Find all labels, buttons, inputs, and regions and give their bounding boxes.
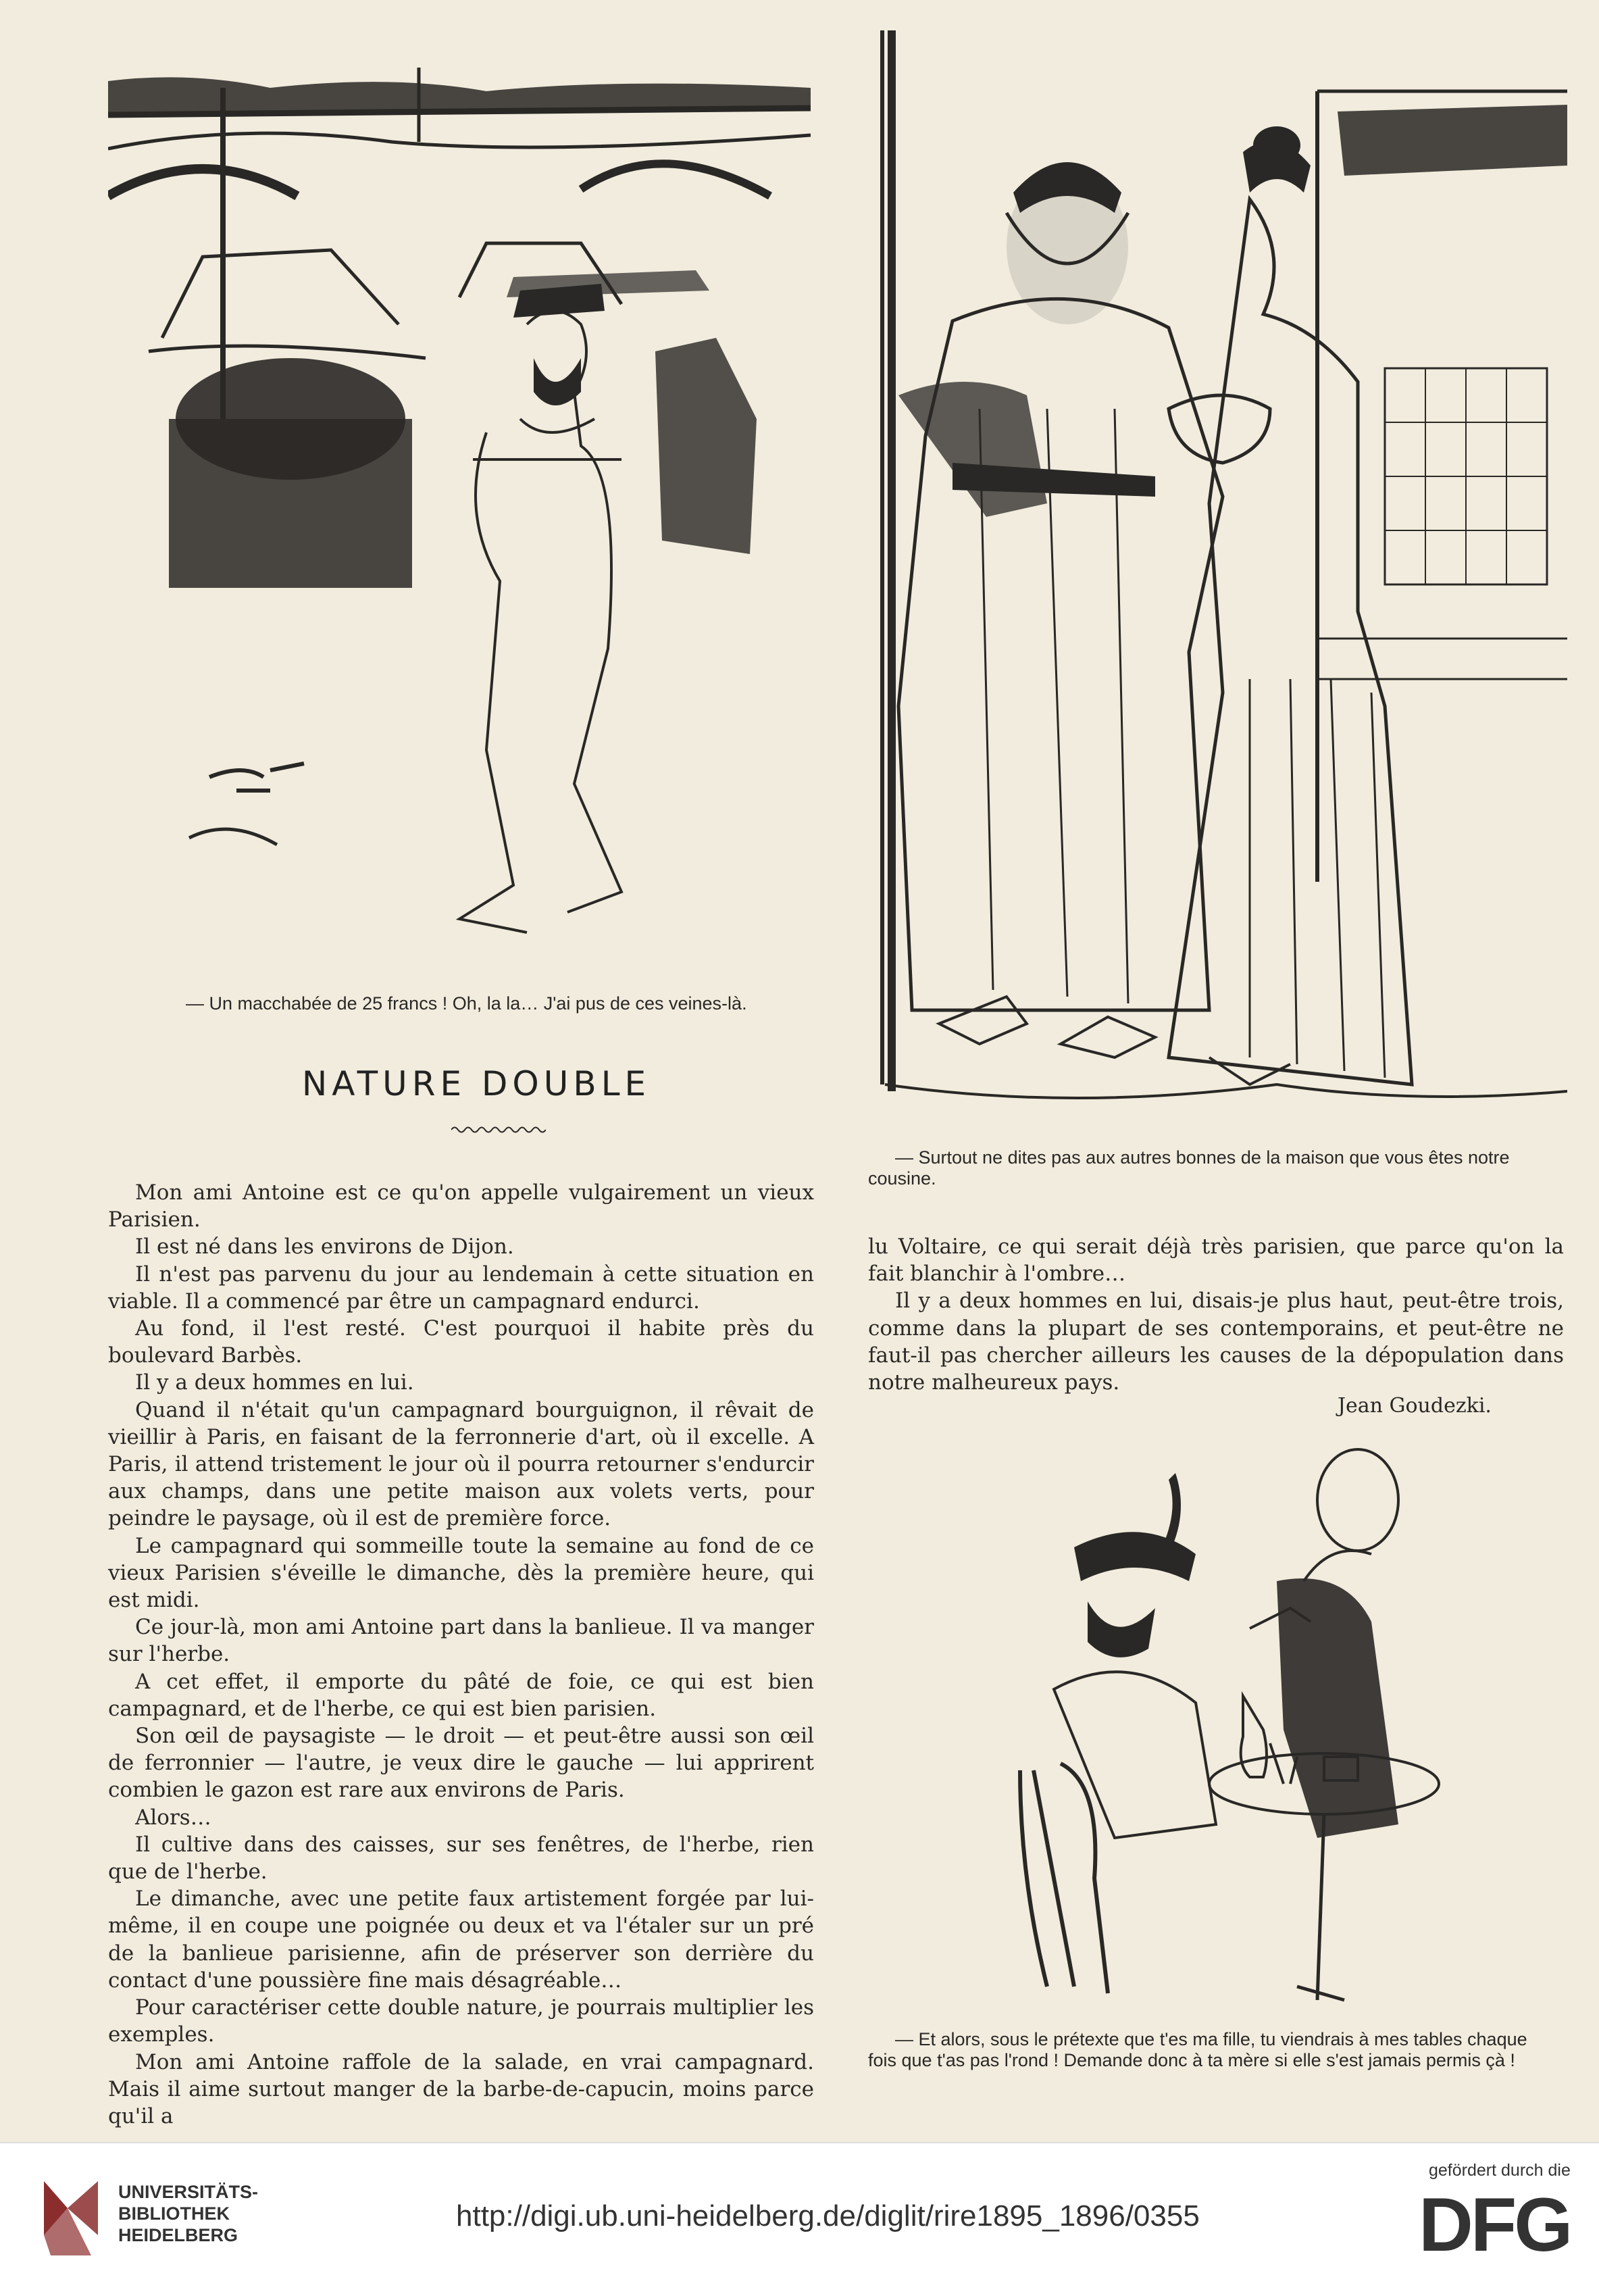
paragraph: Ce jour-là, mon ami Antoine part dans la banlieue. Il va manger sur l'herbe. xyxy=(108,1615,814,1667)
caption-top-left: — Un macchabée de 25 francs ! Oh, la la… J'ai pus de ces veines-là. xyxy=(186,993,747,1014)
paragraph: Mon ami Antoine est ce qu'on appelle vulgairement un vieux Parisien. xyxy=(108,1180,814,1232)
paragraph: Le dimanche, avec une petite faux artistement forgée par lui-même, il en coupe une poignée ou deux et va l'étaler sur un pré de la banlieue parisienne, afin de préserver son derrière du contact d'une poussière fine mais désagréable… xyxy=(108,1887,814,1993)
paragraph: Le campagnard qui sommeille toute la semaine au fond de ce vieux Parisien s'éveille le dimanche, dès la première heure, qui est midi. xyxy=(108,1533,814,1613)
caption-bottom-right: — Et alors, sous le prétexte que t'es ma fille, tu viendrais à mes tables chaque fois que t'as pas l'rond ! Demande donc à ta mère si elle s'est jamais permis çà ! xyxy=(868,2029,1527,2070)
funder-logo: DFG xyxy=(1419,2182,1571,2267)
two-women-drawing-icon xyxy=(871,30,1567,1132)
source-url-link[interactable]: http://digi.ub.uni-heidelberg.de/diglit/rire1895_1896/0355 xyxy=(456,2199,1200,2232)
library-logo-icon xyxy=(37,2174,105,2262)
library-name xyxy=(118,2181,258,2246)
paragraph: Il est né dans les environs de Dijon. xyxy=(135,1234,514,1259)
funded-by-label: gefördert durch die xyxy=(1429,2161,1571,2180)
article-left-column xyxy=(108,1179,814,2130)
paragraph: Quand il n'était qu'un campagnard bourguignon, il rêvait de vieillir à Paris, en faisant de la ferronnerie d'art, où il excelle. A Paris, il attend tristement le jour où il pourra retourner s'endurcir aux champs, dans une petite maison aux volets verts, pour peindre le paysage, où il est de première force. xyxy=(108,1397,814,1531)
paragraph: A cet effet, il emporte du pâté de foie, ce qui est bien campagnard, et de l'herbe, ce qui est bien parisien. xyxy=(108,1669,814,1721)
author-signature: Jean Goudezki. xyxy=(1338,1394,1492,1418)
drawing-two-women-doorway xyxy=(871,30,1567,1132)
cafe-scene-drawing-icon xyxy=(993,1446,1452,2007)
paragraph: Il n'est pas parvenu du jour au lendemain à cette situation en viable. Il a commencé par être un campagnard endurci. xyxy=(108,1262,814,1314)
paragraph: Mon ami Antoine raffole de la salade, en vrai campagnard. Mais il aime surtout manger de la barbe-de-capucin, moins parce qu'il a xyxy=(108,2049,814,2128)
paragraph: Il cultive dans des caisses, sur ses fenêtres, de l'herbe, rien que de l'herbe. xyxy=(108,1832,814,1885)
paragraph: Il y a deux hommes en lui, disais-je plus haut, peut-être trois, comme dans la plupart de ses contemporains, et peut-être ne faut-il pas chercher ailleurs les causes de la dépopulation dans notre malheureux pays. xyxy=(868,1289,1564,1395)
paragraph: Son œil de paysagiste — le droit — et peut-être aussi son œil de ferronnier — l'autre, je veux dire le gauche — lui apprirent combien le gazon est rare aux environs de Paris. xyxy=(108,1724,814,1803)
bridge-crowd-drawing-icon xyxy=(108,41,817,980)
paragraph: Alors… xyxy=(135,1805,211,1830)
article-right-column xyxy=(868,1233,1564,1396)
paragraph: Au fond, il l'est resté. C'est pourquoi il habite près du boulevard Barbès. xyxy=(108,1316,814,1368)
drawing-cafe-woman-waiter xyxy=(993,1446,1452,2007)
paragraph: Il y a deux hommes en lui. xyxy=(135,1370,414,1395)
library-name-line: UNIVERSITÄTS- xyxy=(118,2182,259,2202)
paragraph-continued: lu Voltaire, ce qui serait déjà très parisien, que parce qu'on la fait blanchir à l'ombre… xyxy=(868,1234,1564,1287)
caption-top-right: — Surtout ne dites pas aux autres bonnes de la maison que vous êtes notre cousine. xyxy=(868,1147,1510,1189)
library-name-line: BIBLIOTHEK xyxy=(118,2203,230,2224)
paragraph: Pour caractériser cette double nature, je pourrais multiplier les exemples. xyxy=(108,1995,814,2047)
drawing-bridge-crowd-man xyxy=(108,41,817,980)
title-ornament-icon xyxy=(451,1125,546,1134)
library-name-line: HEIDELBERG xyxy=(118,2225,238,2245)
article-title: NATURE DOUBLE xyxy=(301,1064,651,1103)
